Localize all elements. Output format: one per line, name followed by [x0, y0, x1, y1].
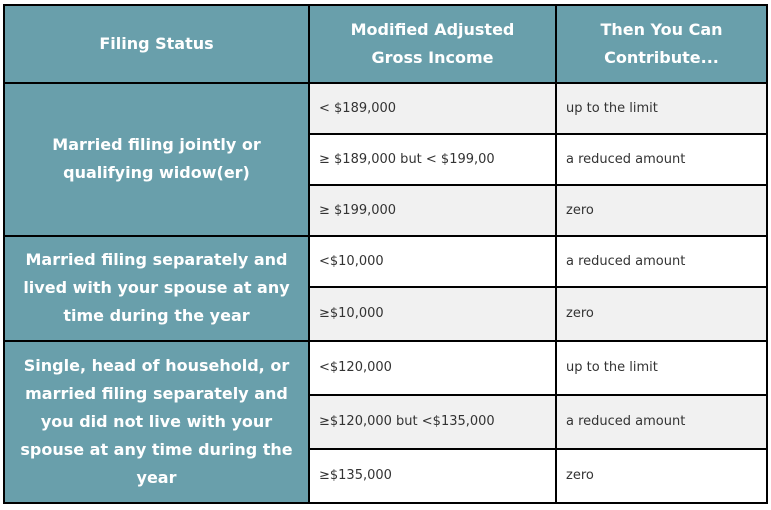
contribution-cell: a reduced amount	[556, 134, 767, 185]
income-cell: <$10,000	[309, 236, 556, 287]
contribution-cell: a reduced amount	[556, 395, 767, 449]
contribution-table-container	[3, 4, 766, 504]
contribution-cell: a reduced amount	[556, 236, 767, 287]
table-row	[4, 236, 767, 287]
contribution-cell: zero	[556, 185, 767, 236]
table-row	[4, 83, 767, 134]
table-row	[4, 341, 767, 395]
income-cell: ≥ $199,000	[309, 185, 556, 236]
contribution-cell: up to the limit	[556, 341, 767, 395]
income-cell: ≥ $189,000 but < $199,00	[309, 134, 556, 185]
income-cell: < $189,000	[309, 83, 556, 134]
contribution-cell: zero	[556, 287, 767, 341]
header-contribution: Then You Can Contribute...	[556, 5, 767, 83]
income-cell: <$120,000	[309, 341, 556, 395]
filing-status-cell: Single, head of household, or married filing separately and you did not live with your spouse at any time during the year	[4, 341, 309, 503]
table-header-row	[4, 5, 767, 83]
contribution-cell: zero	[556, 449, 767, 503]
filing-status-cell: Married filing jointly or qualifying widow(er)	[4, 83, 309, 236]
contribution-limits-table	[3, 4, 768, 504]
filing-status-cell: Married filing separately and lived with your spouse at any time during the year	[4, 236, 309, 341]
header-magi: Modified Adjusted Gross Income	[309, 5, 556, 83]
income-cell: ≥$10,000	[309, 287, 556, 341]
header-filing-status: Filing Status	[4, 5, 309, 83]
contribution-cell: up to the limit	[556, 83, 767, 134]
income-cell: ≥$120,000 but <$135,000	[309, 395, 556, 449]
income-cell: ≥$135,000	[309, 449, 556, 503]
